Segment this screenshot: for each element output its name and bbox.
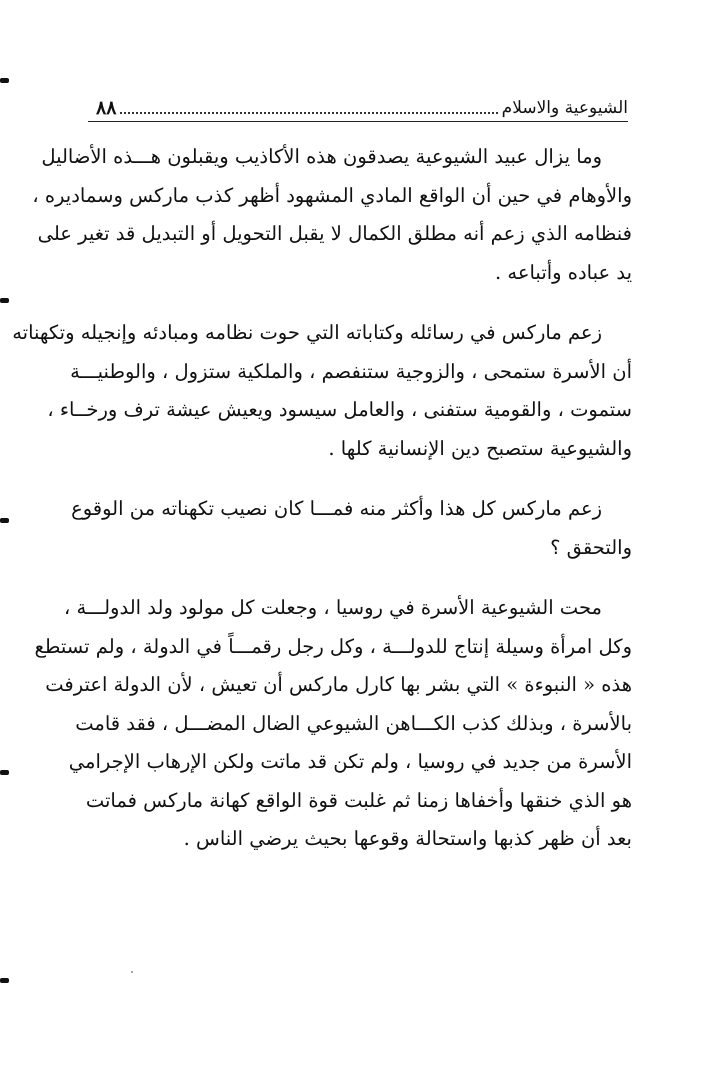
header-title: الشيوعية والاسلام xyxy=(501,98,628,118)
text-line: محت الشيوعية الأسرة في روسيا ، وجعلت كل مولود ولد الدولـــة ، xyxy=(64,596,602,619)
text-line: فنظامه الذي زعم أنه مطلق الكمال لا يقبل التحويل أو التبديل قد تغير على xyxy=(37,222,632,245)
margin-scan-mark xyxy=(0,78,9,83)
text-line: يد عباده وأتباعه . xyxy=(495,260,632,284)
header-dot-leader xyxy=(120,100,497,114)
text-line: الأسرة من جديد في روسيا ، ولم تكن قد ماتت ولكن الإرهاب الإجرامي xyxy=(68,750,632,773)
page-number: ٨٨ xyxy=(96,97,117,119)
margin-scan-mark xyxy=(0,298,9,303)
text-line: والأوهام في حين أن الواقع المادي المشهود أظهر كذب ماركس وسماديره ، xyxy=(32,183,632,207)
text-line: وما يزال عبيد الشيوعية يصدقون هذه الأكاذيب ويقبلون هـــذه الأضاليل xyxy=(41,145,602,168)
text-line: أن الأسرة ستمحى ، والزوجية ستنفصم ، والملكية ستزول ، والوطنيـــة xyxy=(70,359,632,383)
scan-speck xyxy=(131,971,133,973)
paragraph xyxy=(32,138,632,292)
text-line: زعم ماركس كل هذا وأكثر منه فمـــا كان نصيب تكهناته من الوقوع xyxy=(71,497,602,520)
paragraph xyxy=(34,589,632,859)
margin-scan-mark xyxy=(0,978,9,983)
text-line: والتحقق ؟ xyxy=(550,535,632,559)
paragraph xyxy=(12,314,632,468)
margin-scan-mark xyxy=(0,770,9,775)
body-text xyxy=(12,138,632,881)
text-line: بعد أن ظهر كذبها واستحالة وقوعها بحيث يرضي الناس . xyxy=(183,827,632,850)
text-line: زعم ماركس في رسائله وكتاباته التي حوت نظامه ومبادئه وإنجيله وتكهناته xyxy=(12,321,602,344)
header-rule xyxy=(88,121,628,122)
text-line: بالأسرة ، وبذلك كذب الكـــاهن الشيوعي الضال المضـــل ، فقد قامت xyxy=(75,711,632,735)
text-line: هذه « النبوءة » التي بشر بها كارل ماركس أن تعيش ، لأن الدولة اعترفت xyxy=(45,673,632,696)
text-line: وكل امرأة وسيلة إنتاج للدولـــة ، وكل رجل رقمـــاً في الدولة ، ولم تستطع xyxy=(34,634,632,658)
text-line: هو الذي خنقها وأخفاها زمنا ثم غلبت قوة الواقع كهانة ماركس فماتت xyxy=(85,788,632,812)
paragraph xyxy=(71,490,632,567)
text-line: ستموت ، والقومية ستفنى ، والعامل سيسود ويعيش عيشة ترف ورخــاء ، xyxy=(47,398,632,421)
running-header xyxy=(88,93,628,119)
text-line: والشيوعية ستصبح دين الإنسانية كلها . xyxy=(328,436,632,460)
margin-scan-mark xyxy=(0,518,9,523)
